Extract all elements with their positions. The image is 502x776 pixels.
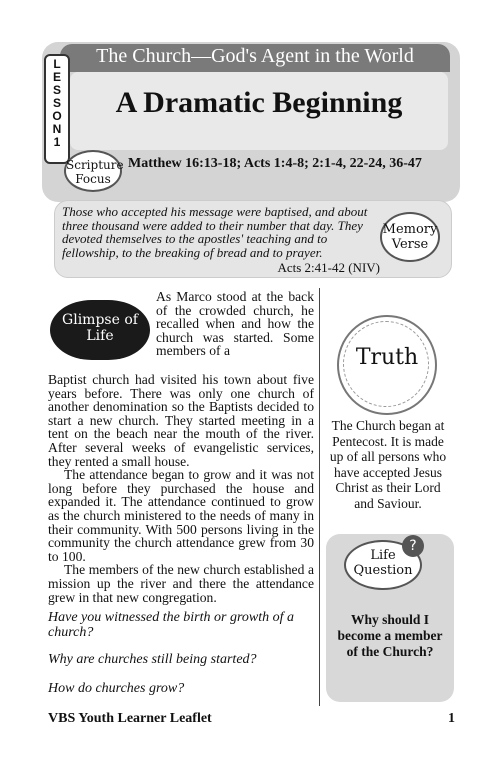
truth-seal-word: Truth — [355, 345, 419, 370]
series-title: The Church—God's Agent in the World — [96, 45, 414, 67]
discussion-question: How do churches grow? — [48, 681, 185, 696]
memory-verse-text: Those who accepted his message were baptised, and about three thousand were added to their number that day. They devoted themselves to the apostles' teaching and to fellowship, to the breaking of bread and to prayer. — [62, 204, 368, 260]
life-question-text: Why should I become a member of the Church? — [337, 612, 443, 659]
glimpse-of-life-label: Glimpse of Life — [62, 312, 138, 344]
footer-title: VBS Youth Learner Leaflet — [48, 711, 212, 726]
memory-verse-reference: Acts 2:41-42 (NIV) — [277, 260, 380, 275]
scripture-focus-badge: Scripture Focus — [64, 150, 122, 192]
story-intro: As Marco stood at the back of the crowded church, he recalled when and how the church was started. Some members of a — [156, 289, 314, 359]
memory-verse-badge: Memory Verse — [380, 212, 440, 262]
scripture-reference: Matthew 16:13-18; Acts 1:4-8; 2:1-4, 22-24, 36-47 — [128, 156, 422, 171]
lesson-label: LESSON 1 — [52, 57, 62, 149]
life-question-badge: Life Question — [344, 540, 422, 590]
lesson-tab — [44, 54, 70, 164]
question-mark-icon: ? — [402, 535, 424, 557]
discussion-question: Have you witnessed the birth or growth of a church? — [48, 610, 295, 640]
story-paragraph: The members of the new church established a mission up the river and there the attendance grew in that new congregation. — [48, 562, 314, 605]
story-paragraph: The attendance began to grow and it was not long before they purchased the house and expanded it. The attendance continued to grow as the church ministered to the needs of many in their community. With 500 persons living in the community the church attendance grew from 30 to 100. — [48, 467, 314, 564]
lesson-title: A Dramatic Beginning — [115, 86, 403, 119]
discussion-question: Why are churches still being started? — [48, 652, 257, 667]
column-divider — [319, 288, 320, 706]
story-body — [48, 373, 314, 604]
page-number: 1 — [448, 711, 455, 726]
truth-statement: The Church began at Pentecost. It is made up of all persons who have accepted Jesus Christ as their Lord and Saviour. — [329, 418, 447, 511]
story-paragraph: Baptist church had visited his town about five years before. There was only one church of another denomination so the Baptists decided to start a new church. They started meeting in a tent on the beach near the mouth of the river. After several weeks of evangelistic services, they rented a small house. — [48, 372, 314, 469]
